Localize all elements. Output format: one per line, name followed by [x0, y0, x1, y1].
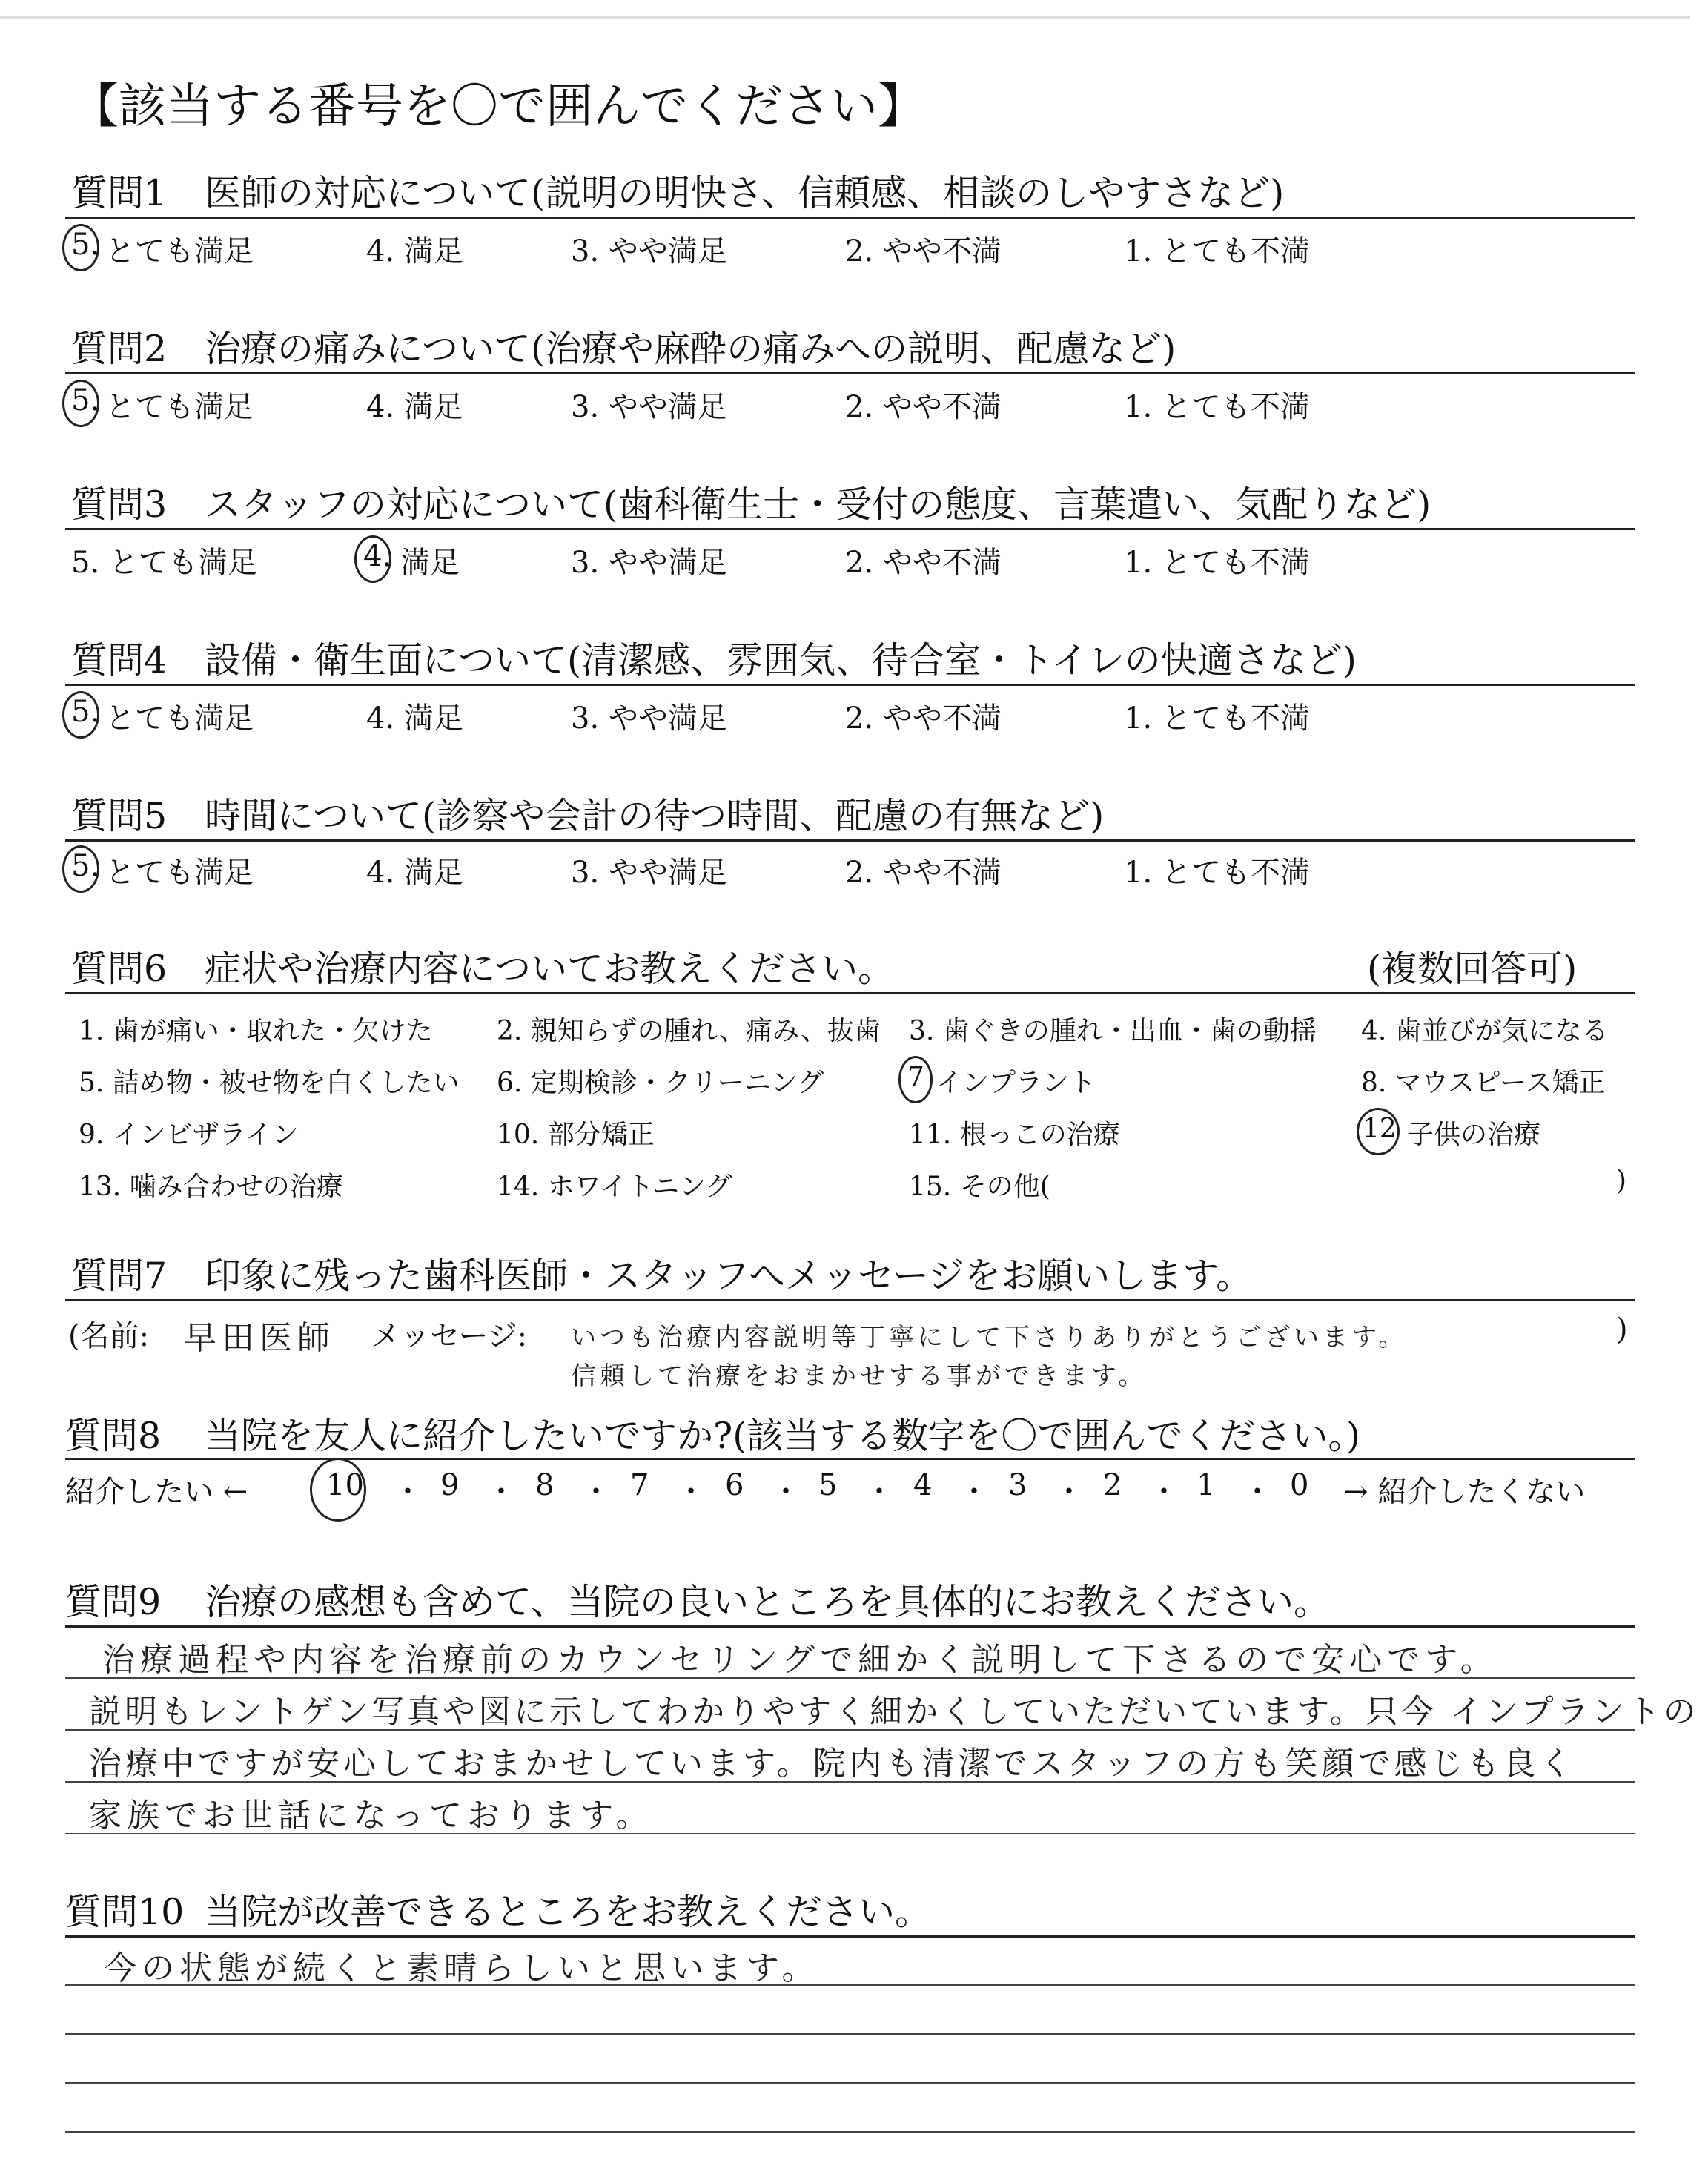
- q8-number-1[interactable]: 1: [1196, 1468, 1216, 1502]
- q1-option-4[interactable]: 4. 満足: [366, 234, 463, 268]
- q8-separator: ・: [393, 1475, 423, 1509]
- q8-number-2[interactable]: 2: [1103, 1468, 1122, 1502]
- q4-option-5[interactable]: とても満足: [105, 701, 254, 736]
- page-title: 【該当する番号を〇で囲んでください】: [71, 79, 925, 134]
- q6-item[interactable]: 1. 歯が痛い・取れた・欠けた: [79, 1016, 433, 1046]
- q8-number-3[interactable]: 3: [1008, 1468, 1027, 1502]
- q7-text: 印象に残った歯科医師・スタッフへメッセージをお願いします。: [205, 1255, 1253, 1297]
- q9-label: 質問9: [65, 1581, 162, 1623]
- scan-top-edge: [0, 16, 1690, 19]
- q6-item-7-num[interactable]: 7: [907, 1062, 924, 1092]
- q6-rule: [65, 992, 1635, 994]
- q8-separator: ・: [864, 1475, 894, 1509]
- q1-option-2[interactable]: 2. やや不満: [845, 234, 1002, 268]
- q3-text: スタッフの対応について(歯科衛生士・受付の態度、言葉遣い、気配りなど): [205, 483, 1431, 526]
- q3-option-5[interactable]: 5. とても満足: [71, 546, 257, 580]
- q8-label: 質問8: [65, 1415, 162, 1457]
- q6-item[interactable]: 子供の治療: [1407, 1120, 1541, 1150]
- q10-answer-rule: [65, 2033, 1635, 2035]
- q8-number-9[interactable]: 9: [440, 1468, 460, 1502]
- q10-answer-rule: [65, 2131, 1635, 2133]
- q7-label: 質問7: [71, 1255, 168, 1297]
- q5-option-5-num[interactable]: 5.: [71, 849, 100, 883]
- q2-option-3[interactable]: 3. やや満足: [571, 390, 727, 424]
- q10-rule: [65, 1935, 1635, 1938]
- q4-option-4[interactable]: 4. 満足: [366, 701, 463, 736]
- q7-message-line-1[interactable]: いつも治療内容説明等丁寧にして下さりありがとうございます。: [571, 1323, 1408, 1353]
- q6-item[interactable]: 10. 部分矯正: [497, 1120, 655, 1150]
- q1-rule: [65, 217, 1635, 219]
- q8-number-6[interactable]: 6: [725, 1468, 744, 1502]
- q10-text: 当院が改善できるところをお教えください。: [205, 1891, 932, 1933]
- q1-label: 質問1: [71, 172, 168, 214]
- q7-close-paren: ): [1616, 1312, 1628, 1347]
- q5-rule: [65, 839, 1635, 842]
- q3-label: 質問3: [71, 483, 168, 526]
- q2-rule: [65, 372, 1635, 374]
- q4-text: 設備・衛生面について(清潔感、雰囲気、待合室・トイレの快適さなど): [205, 639, 1357, 681]
- q8-separator: ・: [676, 1475, 706, 1509]
- q9-answer-rule: [65, 1781, 1635, 1783]
- q7-name-value[interactable]: 早田医師: [184, 1319, 335, 1357]
- q8-separator: ・: [581, 1475, 611, 1509]
- q8-separator: ・: [486, 1475, 516, 1509]
- q7-name-label: (名前:: [68, 1319, 150, 1353]
- q2-text: 治療の痛みについて(治療や麻酔の痛みへの説明、配慮など): [205, 328, 1176, 370]
- q3-option-4[interactable]: 満足: [400, 546, 460, 580]
- q8-right-label: → 紹介したくない: [1343, 1475, 1586, 1509]
- q4-rule: [65, 684, 1635, 686]
- q1-text: 医師の対応について(説明の明快さ、信頼感、相談のしやすさなど): [205, 172, 1285, 214]
- q8-number-8[interactable]: 8: [535, 1468, 555, 1502]
- q8-text: 当院を友人に紹介したいですか?(該当する数字を〇で囲んでください。): [205, 1415, 1361, 1457]
- q5-text: 時間について(診察や会計の待つ時間、配慮の有無など): [205, 795, 1105, 837]
- q5-option-1[interactable]: 1. とても不満: [1124, 856, 1310, 890]
- q5-label: 質問5: [71, 795, 168, 837]
- q5-option-5[interactable]: とても満足: [105, 856, 254, 890]
- q8-number-10[interactable]: 10: [326, 1468, 364, 1502]
- q6-text: 症状や治療内容についてお教えください。: [205, 948, 895, 990]
- q2-option-4[interactable]: 4. 満足: [366, 390, 463, 424]
- q6-item-12-num[interactable]: 12: [1363, 1114, 1397, 1144]
- q6-item[interactable]: 11. 根っこの治療: [909, 1120, 1120, 1150]
- q6-item[interactable]: インプラント: [936, 1068, 1096, 1098]
- q9-answer-rule: [65, 1833, 1635, 1834]
- q8-number-4[interactable]: 4: [913, 1468, 933, 1502]
- q2-option-5-num[interactable]: 5.: [71, 383, 100, 417]
- q10-answer-line-1[interactable]: 今の状態が続くと素晴らしいと思います。: [104, 1949, 820, 1987]
- q1-option-5-num[interactable]: 5.: [71, 228, 100, 262]
- q3-rule: [65, 528, 1635, 530]
- q4-option-5-num[interactable]: 5.: [71, 695, 100, 729]
- q6-item[interactable]: 14. ホワイトニング: [497, 1172, 732, 1202]
- q6-multiple-note: (複数回答可): [1367, 948, 1578, 990]
- q8-separator: ・: [959, 1475, 989, 1509]
- q2-option-2[interactable]: 2. やや不満: [845, 390, 1002, 424]
- q2-label: 質問2: [71, 328, 168, 370]
- q5-option-3[interactable]: 3. やや満足: [571, 856, 727, 890]
- q3-option-1[interactable]: 1. とても不満: [1124, 546, 1310, 580]
- q8-separator: ・: [1149, 1475, 1179, 1509]
- q4-option-1[interactable]: 1. とても不満: [1124, 701, 1310, 736]
- q8-separator: ・: [1054, 1475, 1084, 1509]
- q9-rule: [65, 1625, 1635, 1628]
- q8-separator: ・: [1242, 1475, 1272, 1509]
- q7-rule: [65, 1299, 1635, 1301]
- q8-rule: [65, 1458, 1635, 1460]
- q4-label: 質問4: [71, 639, 168, 681]
- q2-option-1[interactable]: 1. とても不満: [1124, 390, 1310, 424]
- q8-separator: ・: [771, 1475, 801, 1509]
- q8-number-5[interactable]: 5: [818, 1468, 838, 1502]
- q10-label: 質問10: [65, 1891, 185, 1933]
- q4-option-2[interactable]: 2. やや不満: [845, 701, 1002, 736]
- q6-item[interactable]: 9. インビザライン: [79, 1120, 299, 1150]
- q9-answer-line-2[interactable]: 説明もレントゲン写真や図に示してわかりやすく細かくしていただいています。只今 インプラントの: [89, 1693, 1699, 1731]
- q8-number-7[interactable]: 7: [630, 1468, 649, 1502]
- q9-answer-line-1[interactable]: 治療過程や内容を治療前のカウンセリングで細かく説明して下さるので安心です。: [102, 1641, 1498, 1679]
- q8-left-label: 紹介したい ←: [65, 1475, 248, 1509]
- q9-answer-line-3[interactable]: 治療中ですが安心しておまかせしています。院内も清潔でスタッフの方も笑顔で感じも良く: [89, 1745, 1576, 1783]
- q6-item[interactable]: 8. マウスピース矯正: [1361, 1068, 1606, 1098]
- q8-number-0[interactable]: 0: [1290, 1468, 1309, 1502]
- q3-option-3[interactable]: 3. やや満足: [571, 546, 727, 580]
- q7-message-label: メッセージ:: [371, 1319, 528, 1353]
- q1-option-3[interactable]: 3. やや満足: [571, 234, 727, 268]
- q1-option-5[interactable]: とても満足: [105, 234, 254, 268]
- q4-option-3[interactable]: 3. やや満足: [571, 701, 727, 736]
- q6-item[interactable]: 13. 噛み合わせの治療: [79, 1172, 343, 1202]
- q9-text: 治療の感想も含めて、当院の良いところを具体的にお教えください。: [205, 1581, 1331, 1623]
- q6-item[interactable]: 15. その他(: [909, 1172, 1050, 1202]
- q7-message-line-2[interactable]: 信頼して治療をおまかせする事ができます。: [571, 1361, 1148, 1391]
- q2-option-5[interactable]: とても満足: [105, 390, 254, 424]
- q9-answer-rule: [65, 1729, 1635, 1731]
- q1-option-1[interactable]: 1. とても不満: [1124, 234, 1310, 268]
- q5-option-4[interactable]: 4. 満足: [366, 856, 463, 890]
- q3-option-2[interactable]: 2. やや不満: [845, 546, 1002, 580]
- q9-answer-line-4[interactable]: 家族でお世話になっております。: [89, 1797, 654, 1834]
- q10-answer-rule: [65, 1984, 1635, 1986]
- q10-answer-rule: [65, 2082, 1635, 2084]
- q6-item[interactable]: 5. 詰め物・被せ物を白くしたい: [79, 1068, 460, 1098]
- q6-item[interactable]: 3. 歯ぐきの腫れ・出血・歯の動揺: [909, 1016, 1317, 1046]
- q6-label: 質問6: [71, 948, 168, 990]
- q3-option-4-num[interactable]: 4.: [363, 539, 392, 573]
- q6-item[interactable]: 6. 定期検診・クリーニング: [497, 1068, 824, 1098]
- q6-item[interactable]: 2. 親知らずの腫れ、痛み、抜歯: [497, 1016, 881, 1046]
- q9-answer-rule: [65, 1677, 1635, 1679]
- q6-other-close-paren: ): [1616, 1166, 1627, 1196]
- q5-option-2[interactable]: 2. やや不満: [845, 856, 1002, 890]
- q6-item[interactable]: 4. 歯並びが気になる: [1361, 1016, 1609, 1046]
